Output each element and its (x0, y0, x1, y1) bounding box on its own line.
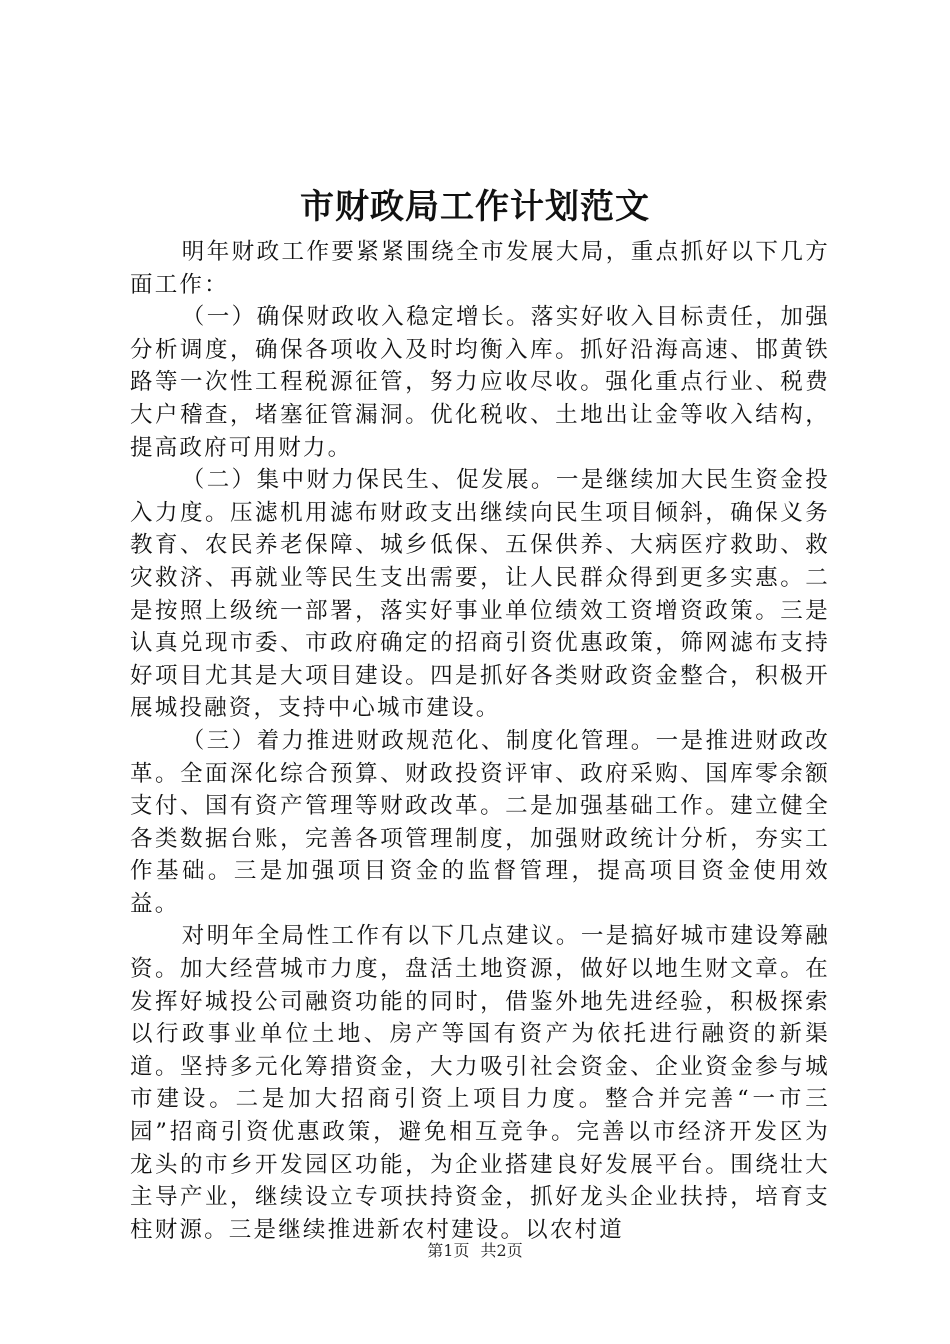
paragraph-section-1: （一）确保财政收入稳定增长。落实好收入目标责任，加强分析调度，确保各项收入及时均衡入库。抓好沿海高速、邯黄铁路等一次性工程税源征管，努力应收尽收。强化重点行业、税费大户稽查，堵塞征管漏洞。优化税收、土地出让金等收入结构，提高政府可用财力。 (130, 304, 830, 461)
page-number: 第1页 (427, 1241, 470, 1260)
paragraph-section-3: （三）着力推进财政规范化、制度化管理。一是推进财政改革。全面深化综合预算、财政投资评审、政府采购、国库零余额支付、国有资产管理等财政改革。二是加强基础工作。建立健全各类数据台账，完善各项管理制度，加强财政统计分析，夯实工作基础。三是加强项目资金的监督管理，提高项目资金使用效益。 (130, 727, 830, 917)
paragraph-suggestions: 对明年全局性工作有以下几点建议。一是搞好城市建设筹融资。加大经营城市力度，盘活土地资源，做好以地生财文章。在发挥好城投公司融资功能的同时，借鉴外地先进经验，积极探索以行政事业单位土地、房产等国有资产为依托进行融资的新渠道。坚持多元化筹措资金，大力吸引社会资金、企业资金参与城市建设。二是加大招商引资上项目力度。整合并完善“一市三园”招商引资优惠政策，避免相互竞争。完善以市经济开发区为龙头的市乡开发园区功能，为企业搭建良好发展平台。围绕壮大主导产业，继续设立专项扶持资金，抓好龙头企业扶持，培育支柱财源。三是继续推进新农村建设。以农村道 (130, 923, 830, 1243)
page-total: 共2页 (480, 1241, 523, 1260)
paragraph-section-2: （二）集中财力保民生、促发展。一是继续加大民生资金投入力度。压滤机用滤布财政支出继续向民生项目倾斜，确保义务教育、农民养老保障、城乡低保、五保供养、大病医疗救助、救灾救济、再就业等民生支出需要，让人民群众得到更多实惠。二是按照上级统一部署，落实好事业单位绩效工资增资政策。三是认真兑现市委、市政府确定的招商引资优惠政策，筛网滤布支持好项目尤其是大项目建设。四是抓好各类财政资金整合，积极开展城投融资，支持中心城市建设。 (130, 467, 830, 722)
document-title: 市财政局工作计划范文 (300, 187, 650, 227)
document-body (130, 236, 830, 1246)
page-footer (0, 1240, 950, 1262)
paragraph-intro: 明年财政工作要紧紧围绕全市发展大局，重点抓好以下几方面工作： (130, 239, 830, 298)
